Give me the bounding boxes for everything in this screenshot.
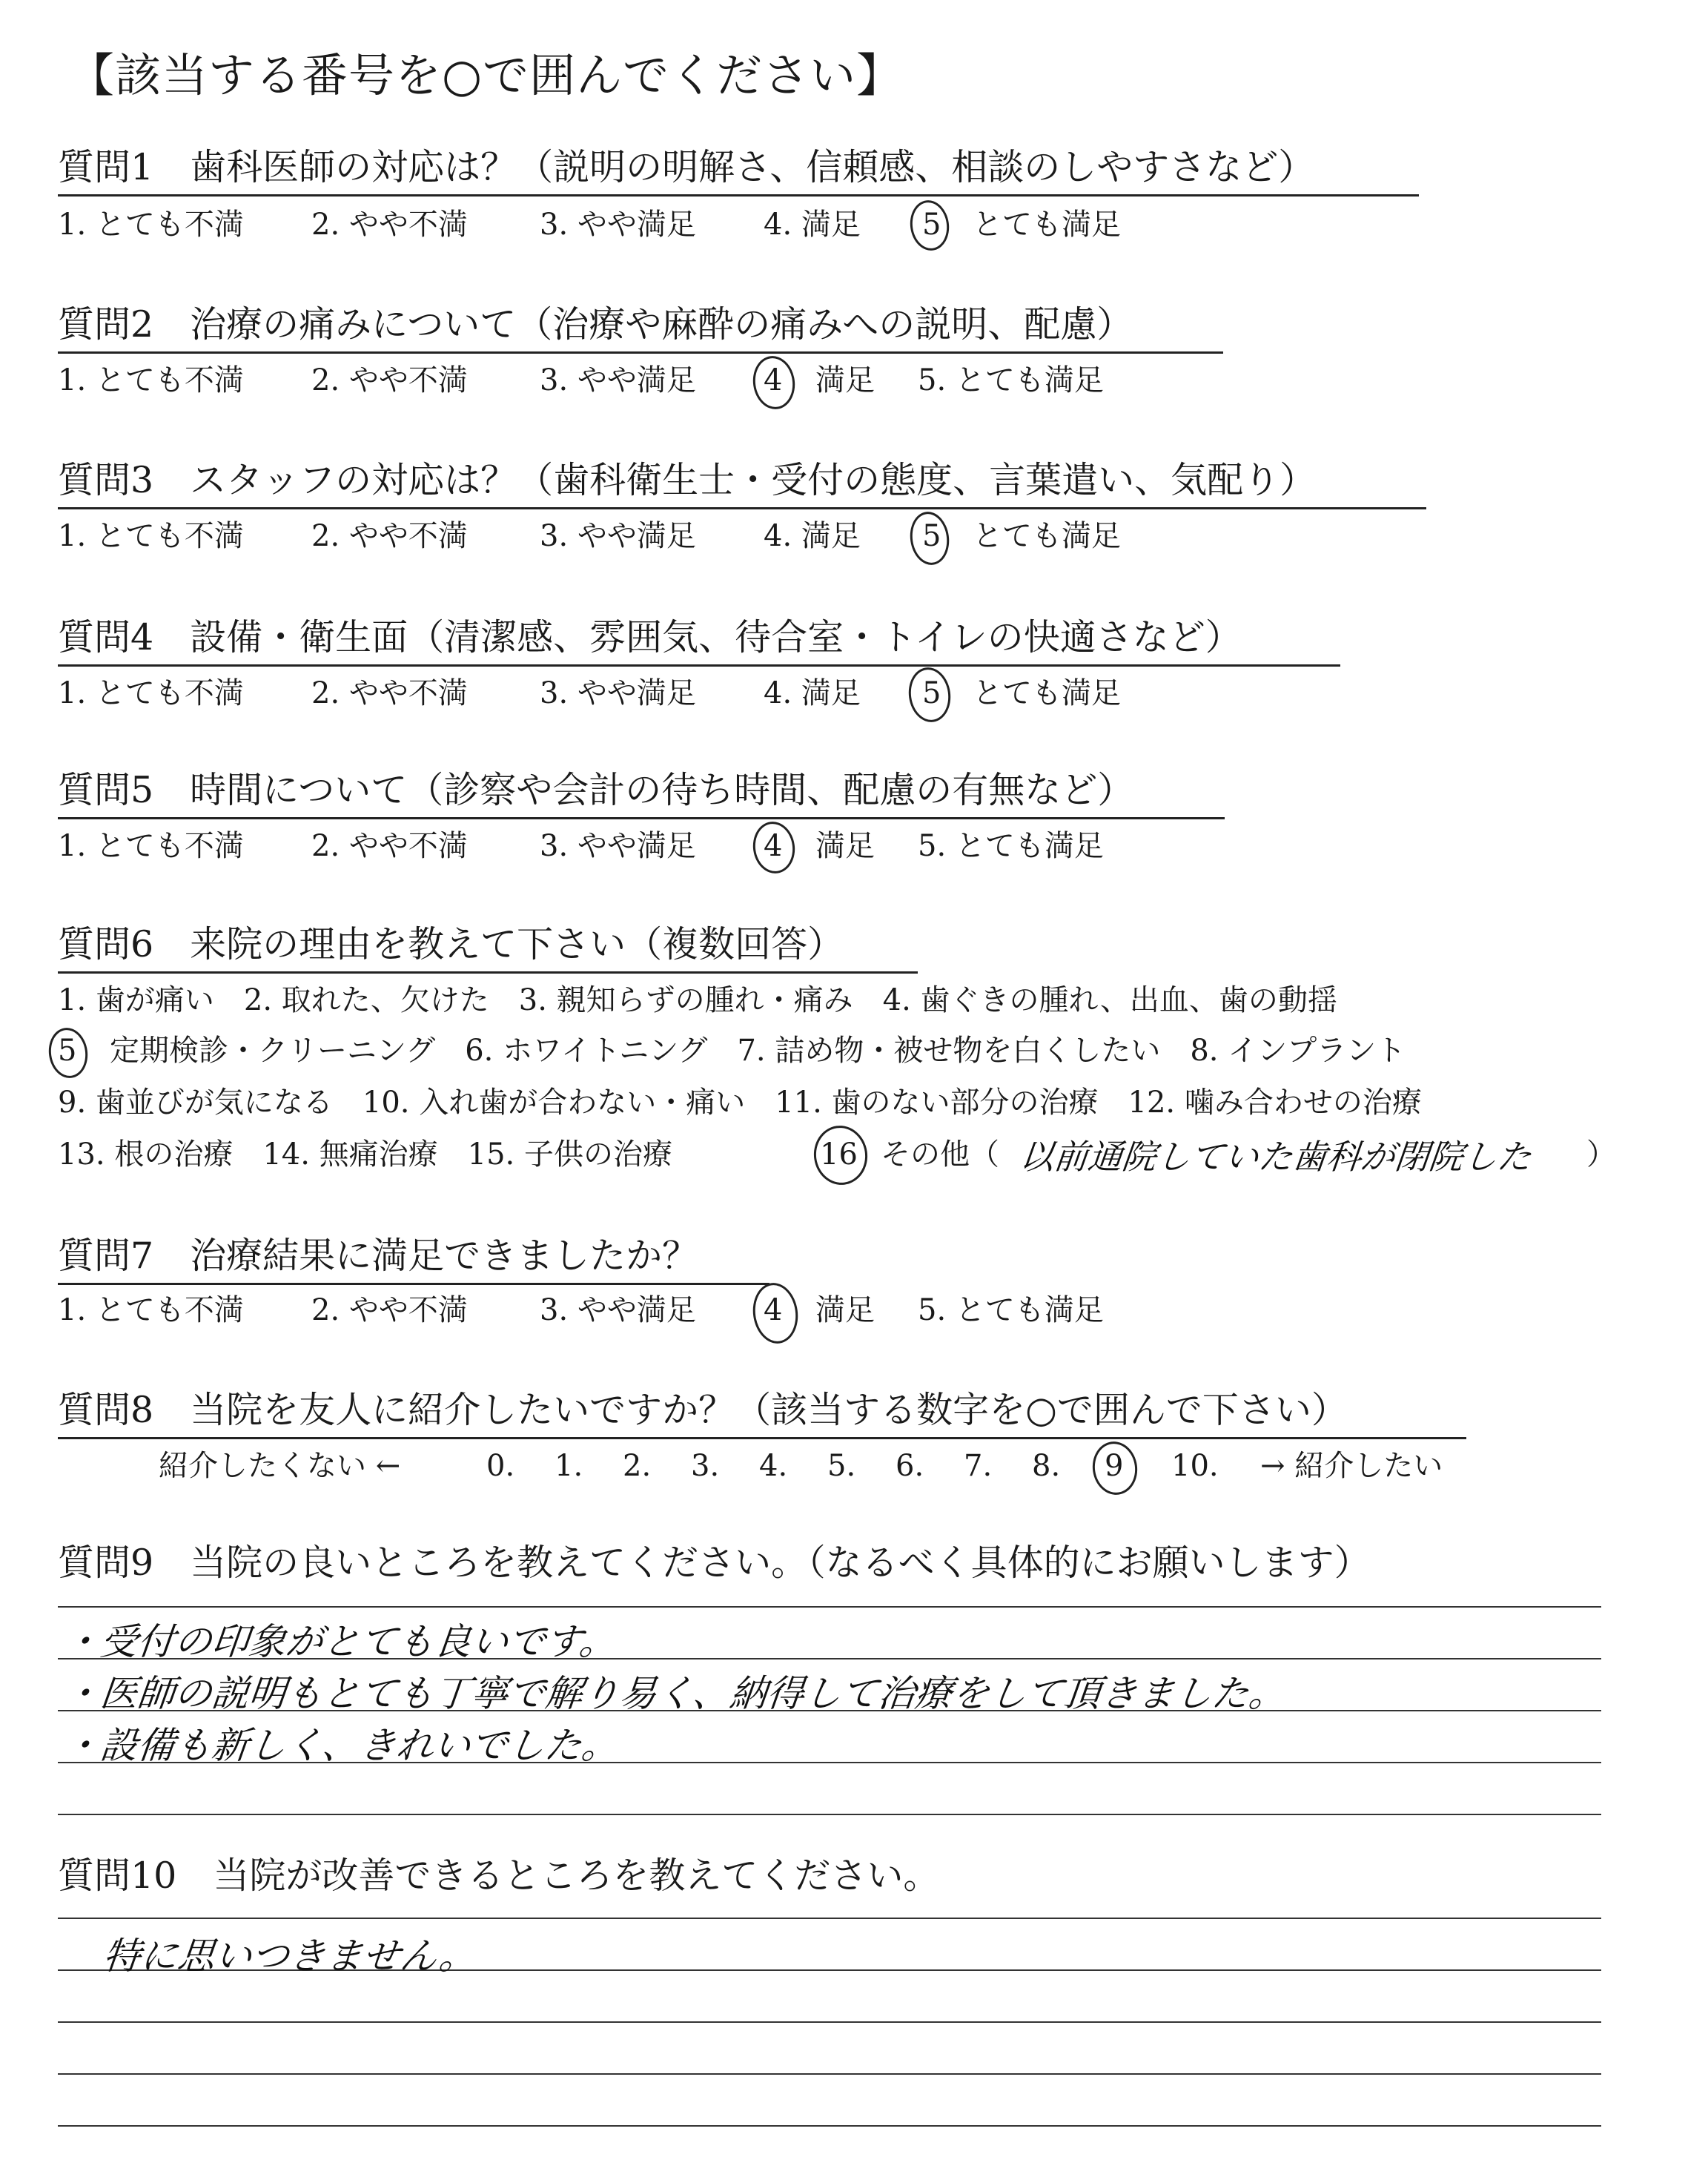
q6-selection-circle-5: [46, 1025, 91, 1081]
q1-option-5-label[interactable]: とても満足: [973, 208, 1121, 242]
question-8-title: 質問8 当院を友人に紹介したいですか？（該当する数字を○で囲んで下さい）: [58, 1389, 1348, 1431]
q3-option-3[interactable]: 3. やや満足: [540, 519, 696, 553]
q6-option-16-number[interactable]: 16: [820, 1137, 858, 1172]
q8-selection-circle: [1089, 1439, 1140, 1498]
q9-answer-1: ・受付の印象がとても良いです。: [61, 1620, 619, 1663]
q5-option-4-label[interactable]: 満足: [815, 829, 875, 863]
q3-option-1[interactable]: 1. とても不満: [58, 519, 244, 553]
question-4-underline: [58, 664, 1340, 667]
q2-option-3[interactable]: 3. やや満足: [540, 363, 696, 397]
q10-line-3: [58, 2021, 1601, 2023]
question-4-title: 質問4 設備・衛生面（清潔感、雰囲気、待合室・トイレの快適さなど）: [58, 616, 1242, 658]
q8-scale-1[interactable]: 1.: [555, 1449, 583, 1483]
q6-other-handwritten: 以前通院していた歯科が閉院した: [1017, 1137, 1534, 1177]
q2-option-1[interactable]: 1. とても不満: [58, 363, 244, 397]
q4-option-2[interactable]: 2. やや不満: [311, 676, 468, 710]
q9-answer-2: ・医師の説明もとても丁寧で解り易く、納得して治療をして頂きました。: [61, 1672, 1288, 1715]
q8-scale-10[interactable]: 10.: [1171, 1449, 1219, 1483]
q7-option-4-number[interactable]: 4: [764, 1293, 783, 1327]
q5-option-3[interactable]: 3. やや満足: [540, 829, 696, 863]
question-8-underline: [58, 1437, 1466, 1439]
q9-line-5: [58, 1814, 1601, 1815]
question-1-underline: [58, 194, 1419, 196]
q10-line-4: [58, 2073, 1601, 2075]
question-7-title: 質問7 治療結果に満足できましたか？: [58, 1235, 699, 1277]
q8-scale-3[interactable]: 3.: [691, 1449, 720, 1483]
question-2-title: 質問2 治療の痛みについて（治療や麻酔の痛みへの説明、配慮）: [58, 303, 1133, 346]
q3-option-5-number[interactable]: 5: [922, 519, 941, 553]
q9-answer-3: ・設備も新しく、きれいでした。: [61, 1724, 621, 1767]
q8-scale-8[interactable]: 8.: [1032, 1449, 1061, 1483]
question-5-title: 質問5 時間について（診察や会計の待ち時間、配慮の有無など）: [58, 769, 1134, 811]
q4-option-4[interactable]: 4. 満足: [764, 676, 861, 710]
q8-scale-7[interactable]: 7.: [964, 1449, 993, 1483]
q7-option-3[interactable]: 3. やや満足: [540, 1293, 696, 1327]
q6-options-line-3[interactable]: 9. 歯並びが気になる 10. 入れ歯が合わない・痛い 11. 歯のない部分の治療 12. 噛み合わせの治療: [58, 1086, 1422, 1120]
q2-option-5[interactable]: 5. とても満足: [918, 363, 1104, 397]
q8-scale-9[interactable]: 9: [1105, 1449, 1124, 1483]
q8-scale-5[interactable]: 5.: [827, 1449, 856, 1483]
q1-selection-circle: [907, 198, 953, 254]
q8-right-label: → 紹介したい: [1260, 1449, 1443, 1483]
q2-option-4-number[interactable]: 4: [764, 363, 783, 397]
q5-selection-circle: [749, 819, 798, 876]
question-6-underline: [58, 971, 918, 974]
q8-scale-4[interactable]: 4.: [759, 1449, 788, 1483]
q5-option-1[interactable]: 1. とても不満: [58, 829, 244, 863]
q4-option-1[interactable]: 1. とても不満: [58, 676, 244, 710]
q4-option-5-label[interactable]: とても満足: [973, 676, 1121, 710]
q6-options-line-1[interactable]: 1. 歯が痛い 2. 取れた、欠けた 3. 親知らずの腫れ・痛み 4. 歯ぐきの腫れ、出血、歯の動揺: [58, 983, 1337, 1017]
q4-option-5-number[interactable]: 5: [922, 676, 941, 710]
q1-option-3[interactable]: 3. やや満足: [540, 208, 696, 242]
q6-selection-circle-16: [810, 1122, 871, 1188]
q7-option-1[interactable]: 1. とても不満: [58, 1293, 244, 1327]
q7-option-2[interactable]: 2. やや不満: [311, 1293, 468, 1327]
q4-selection-circle: [905, 664, 954, 724]
question-9-title: 質問9 当院の良いところを教えてください。（なるべく具体的にお願いします）: [58, 1542, 1371, 1584]
q7-option-4-label[interactable]: 満足: [815, 1293, 875, 1327]
q1-option-5-number[interactable]: 5: [922, 208, 941, 242]
q5-option-5[interactable]: 5. とても満足: [918, 829, 1104, 863]
q6-other-close: ）: [1586, 1137, 1616, 1172]
q2-option-2[interactable]: 2. やや不満: [311, 363, 468, 397]
q6-options-line-4[interactable]: 13. 根の治療 14. 無痛治療 15. 子供の治療: [58, 1137, 672, 1172]
q8-scale-0[interactable]: 0.: [486, 1449, 515, 1483]
q3-selection-circle: [907, 509, 953, 568]
question-2-underline: [58, 351, 1223, 354]
q1-option-2[interactable]: 2. やや不満: [311, 208, 468, 242]
q10-answer-1: 特に思いつきません。: [101, 1935, 479, 1978]
q3-option-4[interactable]: 4. 満足: [764, 519, 861, 553]
q8-scale-2[interactable]: 2.: [623, 1449, 652, 1483]
question-3-title: 質問3 スタッフの対応は？（歯科衛生士・受付の態度、言葉遣い、気配り）: [58, 459, 1317, 501]
q2-option-4-label[interactable]: 満足: [815, 363, 875, 397]
question-10-title: 質問10 当院が改善できるところを教えてください。: [58, 1855, 940, 1897]
q5-option-4-number[interactable]: 4: [764, 829, 783, 863]
q8-scale-6[interactable]: 6.: [896, 1449, 924, 1483]
q8-left-label: 紹介したくない ←: [159, 1449, 401, 1483]
question-3-underline: [58, 507, 1426, 509]
q3-option-2[interactable]: 2. やや不満: [311, 519, 468, 553]
question-1-title: 質問1 歯科医師の対応は？（説明の明解さ、信頼感、相談のしやすさなど）: [58, 146, 1315, 188]
q10-line-5: [58, 2125, 1601, 2127]
form-title: 【該当する番号を○で囲んでください】: [68, 48, 904, 102]
q3-option-5-label[interactable]: とても満足: [973, 519, 1121, 553]
q7-option-5[interactable]: 5. とても満足: [918, 1293, 1104, 1327]
q1-option-1[interactable]: 1. とても不満: [58, 208, 244, 242]
q6-options-line-2[interactable]: 定期検診・クリーニング 6. ホワイトニング 7. 詰め物・被せ物を白くしたい 8. インプラント: [110, 1034, 1406, 1068]
q6-option-5-number[interactable]: 5: [58, 1034, 77, 1068]
q10-line-1: [58, 1918, 1601, 1919]
q5-option-2[interactable]: 2. やや不満: [311, 829, 468, 863]
q9-line-1: [58, 1606, 1601, 1608]
q4-option-3[interactable]: 3. やや満足: [540, 676, 696, 710]
question-7-underline: [58, 1283, 769, 1285]
q7-selection-circle: [749, 1280, 802, 1347]
q1-option-4[interactable]: 4. 満足: [764, 208, 861, 242]
question-6-title: 質問6 来院の理由を教えて下さい（複数回答）: [58, 923, 844, 965]
q2-selection-circle: [749, 353, 798, 412]
question-5-underline: [58, 817, 1225, 819]
q6-other-label: その他（: [881, 1137, 999, 1172]
